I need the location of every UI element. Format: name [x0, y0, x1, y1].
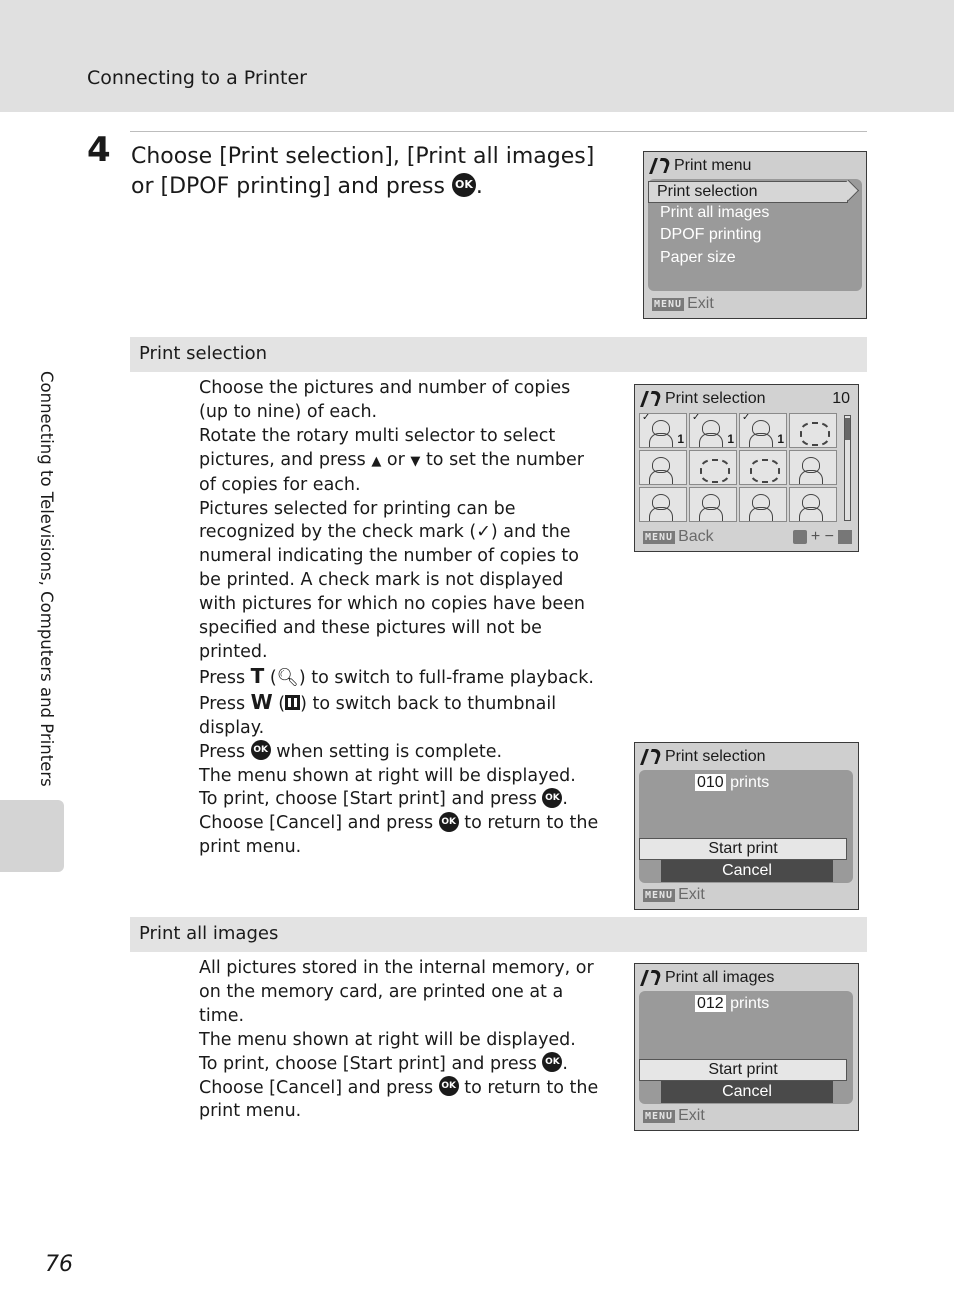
thumbnail[interactable]: [689, 487, 737, 522]
flower-icon: [800, 422, 830, 446]
person-body-shape: [699, 507, 723, 522]
page-number: 76: [45, 1252, 73, 1277]
ok-button-icon: OK: [251, 740, 271, 760]
thumbnail[interactable]: [689, 450, 737, 485]
print-all-footer[interactable]: [643, 1107, 705, 1125]
text: ) and the numeral indicating the number of copies to be printed. A check mark is not displayed with pictures for which no copies have been specified and these pictures will not be printed.: [199, 522, 585, 662]
paragraph: [199, 665, 604, 691]
thumbnail[interactable]: [639, 487, 687, 522]
text: to return to the print menu.: [199, 1077, 599, 1122]
text: (: [264, 667, 277, 688]
start-print-button[interactable]: Start print: [639, 838, 847, 860]
section-header-print-all-images: [130, 917, 867, 952]
section-title: Print all images: [139, 923, 279, 944]
person-body-shape: [649, 507, 673, 522]
thumbnail[interactable]: [789, 450, 837, 485]
zoom-w-icon: W: [250, 689, 273, 714]
text: Press: [199, 667, 251, 688]
scrollbar[interactable]: [844, 415, 851, 521]
text: ) to switch back to thumbnail display.: [199, 693, 557, 738]
print-all-images-screen: [634, 963, 859, 1131]
paragraph: [199, 691, 604, 741]
thumbnail-grid: [639, 413, 840, 522]
person-body-shape: [649, 470, 673, 485]
check-mark-icon: ✓: [692, 413, 701, 423]
menu-button-icon: MENU: [645, 531, 674, 543]
ok-button-icon: OK: [439, 1076, 459, 1096]
copy-count: 1: [777, 432, 784, 446]
magnifier-icon: [838, 530, 852, 544]
text: or: [381, 449, 411, 470]
chapter-tab: [0, 800, 64, 872]
menu-button-icon: MENU: [645, 1110, 674, 1122]
thumbnail[interactable]: [689, 413, 737, 448]
menu-item-print-selection[interactable]: [648, 181, 848, 203]
exit-label: Exit: [678, 1107, 705, 1124]
divider: [130, 131, 867, 132]
text: To print, choose [Start print] and press: [199, 789, 543, 810]
text: Pictures selected for printing can be recognized by the check mark (: [199, 498, 516, 543]
text: to set the number of copies for each.: [199, 449, 584, 495]
ok-button-icon: OK: [542, 1052, 562, 1072]
text: (: [272, 693, 286, 714]
ok-button-icon: OK: [439, 812, 459, 832]
print-selection-title-text: Print selection: [665, 390, 766, 407]
print-menu-title: [650, 157, 751, 175]
section-header-print-selection: [130, 337, 867, 372]
print-all-title-text: Print all images: [665, 969, 775, 986]
section-title: Print selection: [139, 343, 268, 364]
person-body-shape: [649, 433, 673, 448]
cancel-button[interactable]: Cancel: [661, 1081, 833, 1103]
copies-number: 010: [697, 774, 724, 791]
menu-item-paper-size[interactable]: Paper size: [660, 249, 736, 266]
text: when setting is complete.: [270, 741, 503, 762]
print-all-description: [199, 957, 604, 1124]
text: .: [562, 789, 568, 810]
print-selection-thumbnail-screen: [634, 384, 859, 552]
page-header: [0, 0, 954, 112]
menu-button-icon: MENU: [645, 889, 674, 901]
image-count: 10: [832, 390, 850, 407]
person-body-shape: [699, 433, 723, 448]
flower-icon: [700, 459, 730, 483]
menu-item-label: Print selection: [657, 183, 758, 200]
check-mark-icon: ✓: [742, 413, 751, 423]
paragraph: [199, 1077, 604, 1125]
print-all-title: [641, 969, 774, 987]
plus-minus-label: + −: [810, 528, 834, 545]
thumbnail[interactable]: [639, 413, 687, 448]
paragraph: All pictures stored in the internal memory, or on the memory card, are printed one at a time.: [199, 958, 594, 1026]
thumbnail[interactable]: [739, 413, 787, 448]
ok-button-icon: OK: [452, 173, 476, 197]
text: Press: [199, 693, 251, 714]
paragraph: [199, 812, 604, 860]
print-menu-screen: [643, 151, 867, 319]
print-selection-footer[interactable]: [643, 528, 714, 546]
up-arrow-icon: ▲: [371, 453, 382, 469]
print-menu-footer[interactable]: [652, 295, 714, 313]
chapter-side-label-text: Connecting to Televisions, Computers and Printers: [37, 371, 56, 787]
print-selection-confirm-screen: [634, 742, 859, 910]
copies-readout: [695, 995, 769, 1013]
person-body-shape: [799, 507, 823, 522]
thumbnail[interactable]: [739, 487, 787, 522]
check-mark-icon: ✓: [642, 413, 651, 423]
text: Press: [199, 741, 251, 762]
menu-item-print-all-images[interactable]: Print all images: [660, 204, 770, 221]
menu-button-icon: MENU: [654, 298, 683, 310]
start-print-button[interactable]: Start print: [639, 1059, 847, 1081]
printer-icon: [641, 748, 659, 766]
person-body-shape: [799, 470, 823, 485]
paragraph: [199, 741, 604, 765]
thumbnail-icon: [285, 695, 300, 710]
text: ) to switch to full-frame playback.: [298, 667, 594, 688]
exit-label: Exit: [687, 295, 714, 312]
printer-icon: [641, 390, 659, 408]
copies-number: 012: [697, 995, 724, 1012]
menu-item-dpof-printing[interactable]: DPOF printing: [660, 226, 762, 243]
thumbnail[interactable]: [789, 413, 837, 448]
up-down-icon: [793, 530, 807, 544]
copies-label: prints: [730, 774, 770, 791]
paragraph: [199, 1053, 604, 1077]
step-text-b: .: [475, 174, 483, 199]
exit-label: Exit: [678, 886, 705, 903]
confirm-footer[interactable]: [643, 886, 705, 904]
text: Rotate the rotary multi selector to select pictures, and press: [199, 425, 556, 470]
step-number: 4: [87, 130, 111, 170]
copy-count: 1: [727, 432, 734, 446]
magnifier-icon: 🔍︎: [276, 667, 299, 688]
back-label: Back: [678, 528, 714, 545]
confirm-title: [641, 748, 766, 766]
chapter-side-label: [36, 371, 56, 791]
text: Choose [Cancel] and press: [199, 1077, 439, 1098]
text: .: [562, 1053, 568, 1074]
paragraph: Choose the pictures and number of copies (up to nine) of each.: [199, 378, 571, 422]
text: Choose [Cancel] and press: [199, 813, 439, 834]
print-selection-description: [199, 377, 604, 860]
copies-label: prints: [730, 995, 770, 1012]
copies-readout: [695, 774, 769, 792]
paragraph: [199, 788, 604, 812]
printer-icon: [650, 157, 668, 175]
confirm-title-text: Print selection: [665, 748, 766, 765]
copy-count: 1: [677, 432, 684, 446]
person-body-shape: [749, 507, 773, 522]
paragraph: [199, 498, 604, 665]
ok-button-icon: OK: [542, 788, 562, 808]
print-selection-title: [641, 390, 766, 408]
paragraph: The menu shown at right will be displayed.: [199, 1029, 576, 1050]
printer-icon: [641, 969, 659, 987]
paragraph: [199, 425, 604, 498]
text: to return to the print menu.: [199, 813, 599, 858]
flower-icon: [750, 459, 780, 483]
zoom-t-icon: T: [250, 663, 265, 688]
print-menu-title-text: Print menu: [674, 157, 752, 174]
header-title: Connecting to a Printer: [87, 67, 307, 89]
thumbnail[interactable]: [789, 487, 837, 522]
check-mark-icon: ✓: [476, 522, 491, 543]
thumbnail[interactable]: [639, 450, 687, 485]
paragraph: The menu shown at right will be displayed.: [199, 765, 576, 786]
down-arrow-icon: ▼: [410, 453, 421, 469]
text: To print, choose [Start print] and press: [199, 1053, 543, 1074]
thumbnail[interactable]: [739, 450, 787, 485]
cancel-button[interactable]: Cancel: [661, 860, 833, 882]
step-instruction: [131, 142, 611, 202]
step-text-a: Choose [Print selection], [Print all images] or [DPOF printing] and press: [131, 144, 595, 199]
person-body-shape: [749, 433, 773, 448]
copies-control[interactable]: [793, 528, 852, 546]
